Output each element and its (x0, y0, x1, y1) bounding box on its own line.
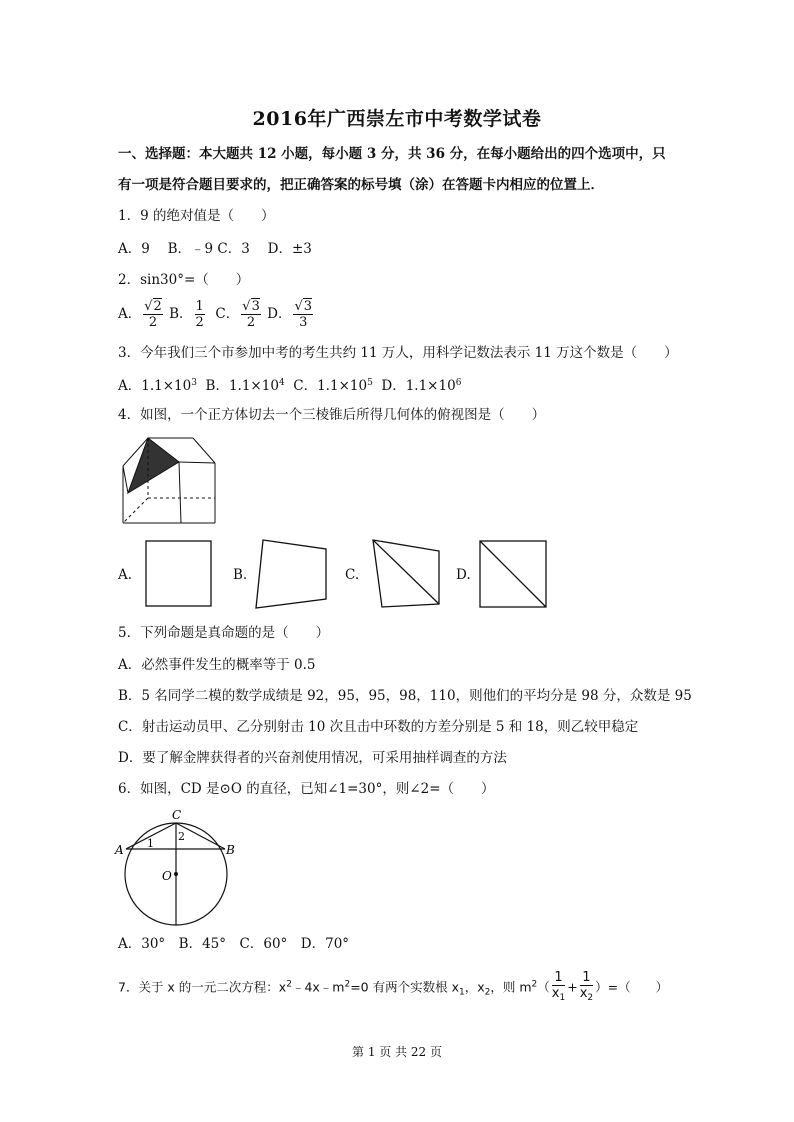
q2-option-d-denominator: 3 (299, 315, 308, 330)
q2-option-b-numerator: 1 (195, 299, 204, 314)
q5-option-c: C．射击运动员甲、乙分别射击 10 次且击中环数的方差分别是 5 和 18，则乙较甲稳定 (118, 719, 639, 735)
q3-option-d-exponent: 6 (455, 378, 462, 388)
page-title: 2016年广西崇左市中考数学试卷 (252, 108, 542, 130)
q7-fraction-1-num: 1 (552, 970, 565, 986)
q7-close: ）=（ ） (595, 979, 669, 995)
q5-option-a: A．必然事件发生的概率等于 0.5 (118, 657, 316, 673)
q6-stem: 6．如图，CD 是⊙O 的直径，已知∠1=30°，则∠2=（ ） (118, 781, 495, 797)
q3-stem: 3．今年我们三个市参加中考的考生共约 11 万人，用科学记数法表示 11 万这个数是（ ） (118, 345, 678, 361)
q7-fraction-1-den: x (551, 986, 560, 1001)
q6-circle-figure (112, 806, 247, 926)
q3-option-c: C．1.1×10 (293, 378, 368, 394)
q4-option-b-figure (255, 537, 330, 612)
q4-option-d-label: D. (456, 567, 471, 583)
q2-options (118, 299, 315, 330)
q2-option-c-label: C． (215, 306, 240, 322)
q2-option-d-label: D． (267, 306, 292, 322)
q7-fraction-2 (580, 970, 593, 1006)
q3-option-b-exponent: 4 (278, 378, 285, 388)
q3-option-b: B．1.1×10 (205, 378, 279, 394)
q6-label-a: A (115, 843, 124, 857)
q2-option-d-radicand: 3 (303, 299, 313, 314)
q7-sup-2: 2 (344, 979, 351, 990)
q7-sub-2: 2 (484, 987, 491, 998)
q7-sup-3: 2 (531, 979, 538, 990)
q7-stem (118, 970, 668, 1006)
q5-option-d: D．要了解金牌获得者的兴奋剂使用情况，可采用抽样调查的方法 (118, 750, 507, 766)
q2-option-b-label: B． (169, 306, 193, 322)
q4-option-c-figure (372, 539, 444, 609)
q2-option-a-label: A． (118, 306, 142, 322)
q4-option-a-figure (145, 540, 213, 608)
page-footer: 第 1 页 共 22 页 (352, 1045, 442, 1059)
q4-option-d-figure (479, 540, 549, 610)
q6-label-o: O (162, 869, 172, 883)
q2-option-c-denominator: 2 (246, 315, 256, 330)
q5-stem: 5．下列命题是真命题的是（ ） (118, 625, 330, 641)
q2-option-a-fraction: $\frac{√2}{2}$ (144, 299, 162, 330)
q6-label-angle-2: 2 (178, 830, 185, 843)
q2-option-a-radicand: 2 (153, 299, 162, 314)
q4-cube-figure (118, 436, 218, 528)
q3-option-a: A．1.1×10 (118, 378, 192, 394)
q3-option-c-exponent: 5 (367, 378, 373, 388)
q4-option-a-label: A. (118, 567, 133, 583)
q5-option-b: B．5 名同学二模的数学成绩是 92，95，95，98，110，则他们的平均分是 98 分，众数是 95 (118, 688, 692, 704)
q2-stem: 2．sin30°=（ ） (118, 272, 250, 288)
q3-option-d: D．1.1×10 (381, 378, 456, 394)
q2-option-a-denominator: 2 (148, 315, 158, 330)
q7-text-post: =0 有两个实数根 x (350, 979, 459, 995)
q1-stem: 1．9 的绝对值是（ ） (118, 208, 275, 224)
q2-option-c-radicand: 3 (251, 299, 260, 314)
q6-label-angle-1: 1 (147, 837, 154, 850)
q6-label-c: C (172, 808, 182, 822)
q7-text-pre: 7．关于 x 的一元二次方程：x (118, 979, 287, 995)
q2-option-b-denominator: 2 (195, 315, 204, 330)
q2-option-d-fraction: $\frac{√3}{3}$ (294, 299, 313, 330)
q2-option-b-fraction (195, 299, 205, 330)
q7-text-tail: ，则 m (490, 979, 532, 995)
q7-fraction-1 (552, 970, 565, 1006)
q4-stem: 4．如图，一个正方体切去一个三棱锥后所得几何体的俯视图是（ ） (118, 407, 546, 423)
q2-option-c-fraction: $\frac{√3}{2}$ (242, 299, 260, 330)
section-instruction-line2: 有一项是符合题目要求的，把正确答案的标号填（涂）在答题卡内相应的位置上． (118, 177, 604, 193)
q7-text-mid: ﹣4x﹣m (291, 979, 345, 995)
q7-open-paren: （ (537, 979, 550, 995)
q7-plus: + (567, 979, 578, 995)
q7-fraction-2-den: x (579, 986, 588, 1001)
section-instruction-line1: 一、选择题：本大题共 12 小题，每小题 3 分，共 36 分，在每小题给出的四个选项中，只 (118, 146, 666, 162)
q6-label-b: B (226, 843, 235, 857)
q7-fraction-2-num: 1 (580, 970, 593, 986)
q6-options: A．30° B．45° C．60° D．70° (118, 936, 350, 952)
q3-options (118, 374, 461, 395)
q3-option-a-exponent: 3 (191, 378, 197, 388)
q7-sub-1: 1 (458, 987, 465, 998)
q4-option-b-label: B. (233, 567, 248, 583)
q7-text-sep: ，x (464, 979, 485, 995)
q7-fraction-2-den-sub: 2 (587, 993, 594, 1003)
q7-sup-1: 2 (286, 979, 292, 990)
q1-options: A．9 B．﹣9 C．3 D．±3 (118, 241, 312, 257)
q7-fraction-1-den-sub: 1 (559, 993, 566, 1003)
q4-option-c-label: C. (345, 567, 360, 583)
